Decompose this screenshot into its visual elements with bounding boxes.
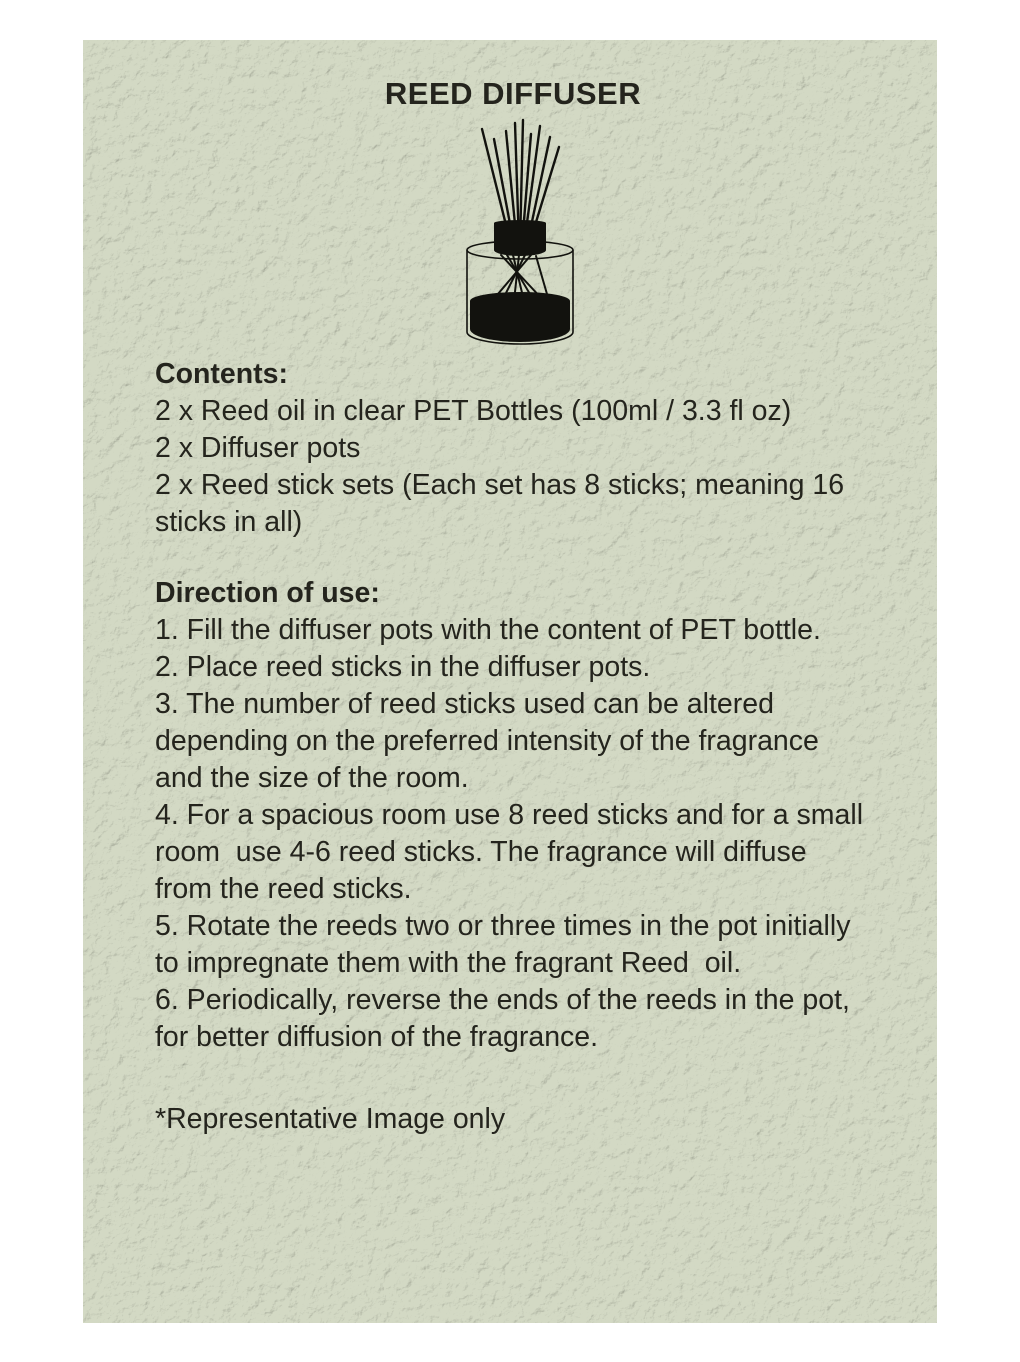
diffuser-oil: [470, 292, 570, 342]
direction-step: 2. Place reed sticks in the diffuser pots.: [155, 651, 651, 683]
directions-section: [155, 575, 871, 1056]
page-title: REED DIFFUSER: [384, 76, 642, 111]
card-content: [83, 74, 937, 1323]
bottle-cap: [494, 220, 546, 256]
contents-item: 2 x Reed oil in clear PET Bottles (100ml / 3.3 fl oz): [155, 395, 792, 427]
contents-section: [155, 356, 871, 541]
footnote: *Representative Image only: [155, 1103, 506, 1135]
info-card: [83, 40, 937, 1323]
directions-heading: Direction of use:: [155, 577, 380, 609]
direction-step: 1. Fill the diffuser pots with the content of PET bottle.: [155, 614, 821, 646]
contents-item: 2 x Diffuser pots: [155, 432, 361, 464]
direction-step: 5. Rotate the reeds two or three times in the pot initially to impregnate them with the fragrant Reed oil.: [155, 910, 859, 979]
contents-item: 2 x Reed stick sets (Each set has 8 sticks; meaning 16 sticks in all): [155, 469, 852, 538]
direction-step: 6. Periodically, reverse the ends of the reeds in the pot, for better diffusion of the fragrance.: [155, 984, 858, 1053]
reed-diffuser-illustration: [458, 116, 583, 352]
direction-step: 4. For a spacious room use 8 reed sticks and for a small room use 4-6 reed sticks. The fragrance will diffuse from the reed sticks.: [155, 799, 871, 905]
contents-heading: Contents:: [155, 358, 288, 390]
direction-step: 3. The number of reed sticks used can be altered depending on the preferred intensity of the fragrance and the size of the room.: [155, 688, 827, 794]
